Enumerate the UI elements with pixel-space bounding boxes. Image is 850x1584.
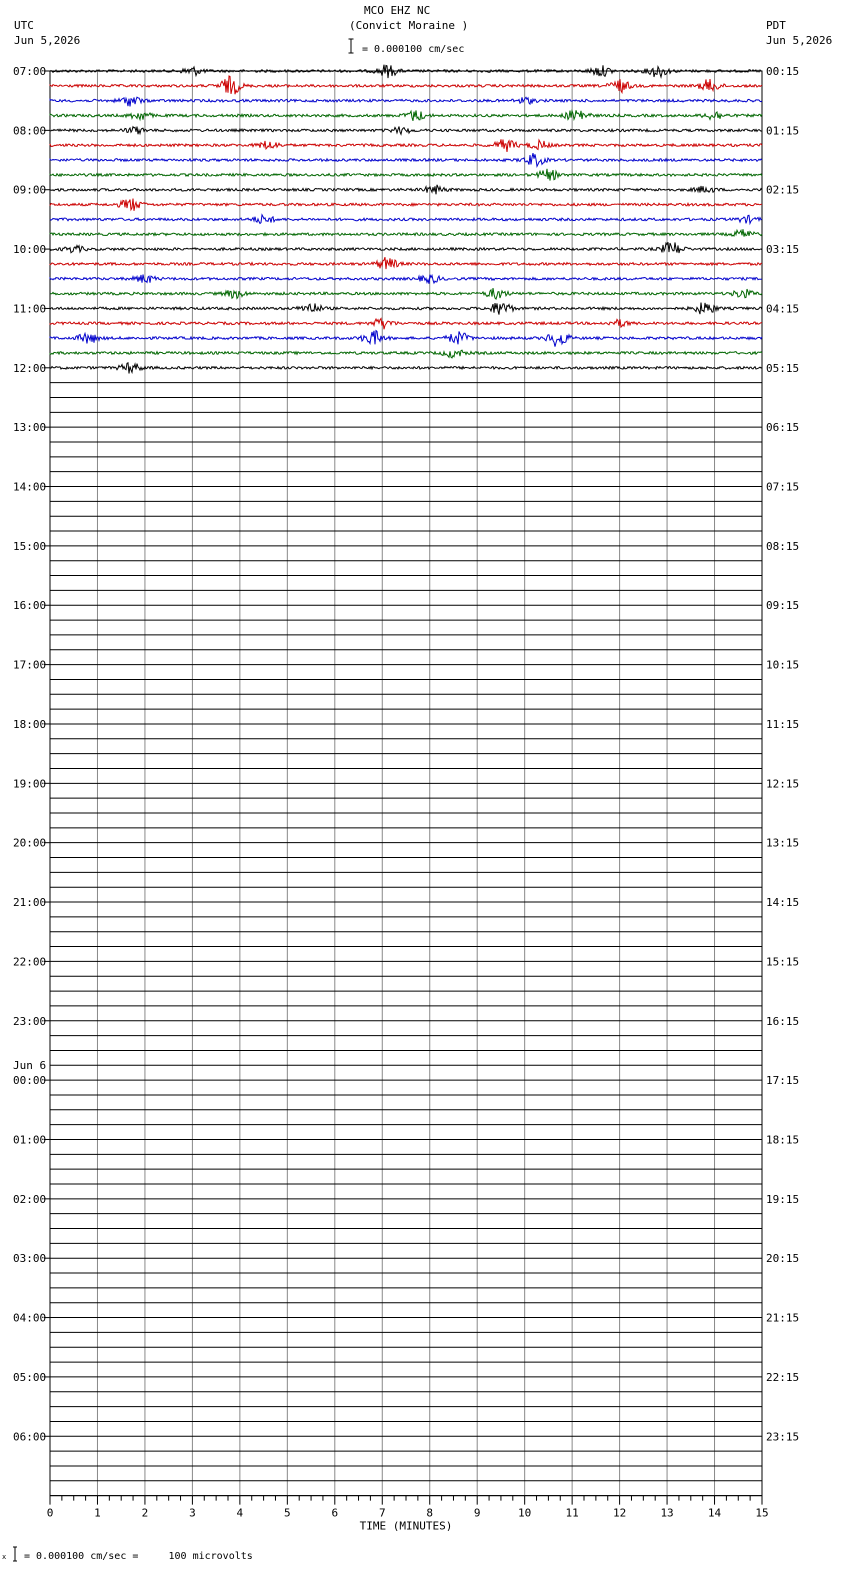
svg-text:x: x	[2, 1553, 7, 1561]
seismic-trace	[50, 331, 762, 347]
seismic-trace	[50, 319, 762, 330]
utc-hour-label: 09:00	[13, 183, 47, 197]
seismic-trace	[50, 153, 762, 166]
date-change-label: Jun 6	[13, 1059, 47, 1073]
utc-hour-label: 20:00	[13, 836, 47, 850]
utc-hour-label: 18:00	[13, 717, 47, 731]
utc-hour-label: 11:00	[13, 302, 47, 316]
pdt-hour-label: 08:15	[766, 539, 800, 553]
x-tick-label: 3	[189, 1506, 196, 1520]
scale-text: = 0.000100 cm/sec	[362, 44, 465, 55]
pdt-hour-label: 04:15	[766, 302, 800, 316]
pdt-hour-label: 18:15	[766, 1133, 800, 1147]
seismic-trace	[50, 363, 762, 374]
utc-hour-label: 03:00	[13, 1252, 47, 1266]
utc-hour-label: 04:00	[13, 1311, 47, 1325]
utc-hour-label: 05:00	[13, 1370, 47, 1384]
pdt-hour-label: 20:15	[766, 1252, 800, 1266]
utc-zone-label: UTC	[14, 19, 34, 32]
seismic-trace	[50, 257, 762, 269]
x-tick-label: 6	[331, 1506, 339, 1520]
seismic-trace	[50, 139, 762, 152]
utc-hour-label: 14:00	[13, 480, 47, 494]
seismic-trace	[50, 127, 762, 135]
seismic-trace	[50, 275, 762, 284]
seismic-trace	[50, 288, 762, 299]
utc-hour-label: 02:00	[13, 1192, 47, 1206]
utc-date-label: Jun 5,2026	[14, 34, 81, 47]
x-tick-label: 10	[518, 1506, 532, 1520]
pdt-hour-label: 17:15	[766, 1074, 800, 1088]
pdt-hour-label: 10:15	[766, 658, 800, 672]
x-tick-label: 11	[565, 1506, 579, 1520]
pdt-hour-label: 07:15	[766, 480, 800, 494]
utc-hour-label: 13:00	[13, 421, 47, 435]
x-tick-label: 9	[473, 1506, 481, 1520]
pdt-hour-label: 23:15	[766, 1430, 800, 1444]
pdt-hour-label: 06:15	[766, 421, 800, 435]
utc-hour-label: 16:00	[13, 599, 47, 613]
seismic-trace	[50, 229, 762, 236]
pdt-hour-label: 13:15	[766, 836, 800, 850]
x-tick-label: 2	[141, 1506, 149, 1520]
seismic-trace	[50, 242, 762, 253]
x-tick-label: 14	[707, 1506, 722, 1520]
footer-scale-text: = 0.000100 cm/sec = 100 microvolts	[24, 1551, 253, 1562]
x-tick-label: 13	[660, 1506, 674, 1520]
pdt-hour-label: 19:15	[766, 1192, 800, 1206]
x-tick-label: 5	[284, 1506, 291, 1520]
pdt-hour-label: 22:15	[766, 1370, 800, 1384]
seismic-trace	[50, 110, 762, 121]
utc-hour-label: 06:00	[13, 1430, 47, 1444]
utc-hour-label: 21:00	[13, 896, 47, 910]
pdt-hour-label: 03:15	[766, 243, 800, 257]
seismic-trace	[50, 76, 762, 94]
pdt-hour-label: 01:15	[766, 124, 800, 138]
utc-hour-label: 15:00	[13, 539, 47, 553]
x-tick-label: 1	[94, 1506, 101, 1520]
utc-hour-label: 22:00	[13, 955, 47, 969]
seismic-trace	[50, 169, 762, 181]
x-tick-label: 4	[236, 1506, 244, 1520]
station-location: (Convict Moraine )	[349, 19, 469, 32]
seismic-trace	[50, 185, 762, 195]
pdt-hour-label: 00:15	[766, 65, 800, 78]
utc-hour-label: 12:00	[13, 361, 47, 375]
utc-hour-label: 10:00	[13, 243, 47, 257]
x-tick-label: 15	[755, 1506, 769, 1520]
pdt-hour-label: 02:15	[766, 183, 800, 197]
pdt-date-label: Jun 5,2026	[766, 34, 833, 47]
pdt-hour-label: 05:15	[766, 361, 800, 375]
utc-hour-label: 23:00	[13, 1014, 47, 1028]
x-tick-label: 8	[426, 1506, 434, 1520]
seismic-trace	[50, 215, 762, 224]
utc-hour-label: 07:00	[13, 65, 47, 78]
seismic-trace	[50, 303, 762, 315]
utc-hour-label: 19:00	[13, 777, 47, 791]
utc-hour-label: 00:00	[13, 1074, 47, 1088]
pdt-hour-label: 21:15	[766, 1311, 800, 1325]
x-tick-label: 7	[378, 1506, 386, 1520]
x-tick-label: 0	[46, 1506, 54, 1520]
pdt-hour-label: 12:15	[766, 777, 800, 791]
utc-hour-label: 08:00	[13, 124, 47, 138]
footer-scale-icon	[2, 1546, 18, 1562]
pdt-hour-label: 14:15	[766, 896, 800, 910]
x-tick-label: 12	[612, 1506, 627, 1520]
seismic-trace	[50, 97, 762, 106]
utc-hour-label: 01:00	[13, 1133, 47, 1147]
seismic-trace	[50, 199, 762, 211]
seismic-trace	[50, 350, 762, 358]
pdt-hour-label: 16:15	[766, 1014, 800, 1028]
x-axis-label: TIME (MINUTES)	[359, 1519, 453, 1533]
station-title: MCO EHZ NC	[364, 4, 431, 17]
utc-hour-label: 17:00	[13, 658, 47, 672]
pdt-hour-label: 11:15	[766, 717, 800, 731]
pdt-hour-label: 09:15	[766, 599, 800, 613]
pdt-zone-label: PDT	[766, 19, 786, 32]
pdt-hour-label: 15:15	[766, 955, 800, 969]
